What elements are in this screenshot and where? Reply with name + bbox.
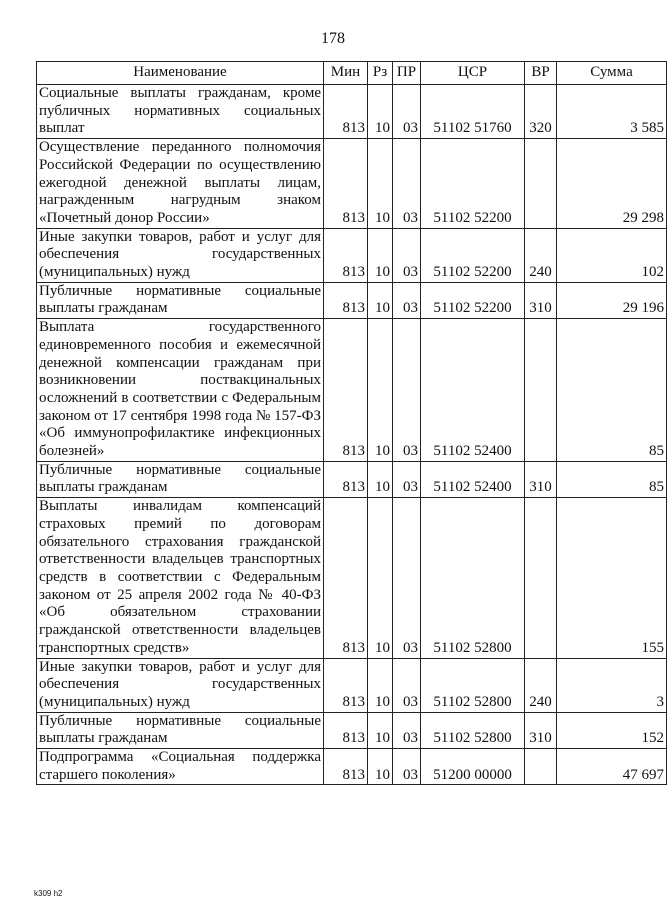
header-sum: Сумма	[557, 62, 667, 85]
row-csr: 51102 51760	[421, 85, 525, 139]
row-csr: 51102 52800	[421, 658, 525, 712]
header-pr: ПР	[393, 62, 421, 85]
row-vr	[525, 319, 557, 462]
row-csr: 51102 52200	[421, 139, 525, 229]
table-row	[37, 749, 667, 785]
row-sum: 29 196	[557, 282, 667, 318]
row-name: Выплата государственного единовременного пособия и ежемесячной денежной компенсации гражданам при возникновении поствакцинальных осложнений в соответствии с Федеральным законом от 17 сентября 1998 года № 157-ФЗ «Об иммунопрофилактике инфекционных болезней»	[37, 319, 324, 462]
row-sum: 85	[557, 319, 667, 462]
row-name: Осуществление переданного полномочия Российской Федерации по осуществлению ежегодной денежной выплаты лицам, награжденным нагрудным знаком «Почетный донор России»	[37, 139, 324, 229]
row-pr: 03	[393, 139, 421, 229]
row-name: Подпрограмма «Социальная поддержка старшего поколения»	[37, 749, 324, 785]
row-sum: 155	[557, 498, 667, 658]
row-rz: 10	[368, 85, 393, 139]
row-csr: 51102 52800	[421, 498, 525, 658]
row-rz: 10	[368, 712, 393, 748]
row-sum: 3	[557, 658, 667, 712]
row-min: 813	[324, 85, 368, 139]
table-row	[37, 461, 667, 497]
row-rz: 10	[368, 749, 393, 785]
row-name: Иные закупки товаров, работ и услуг для обеспечения государственных (муниципальных) нужд	[37, 658, 324, 712]
row-csr: 51102 52400	[421, 319, 525, 462]
row-vr	[525, 139, 557, 229]
row-csr: 51200 00000	[421, 749, 525, 785]
row-min: 813	[324, 498, 368, 658]
document-code: k309 h2	[34, 889, 63, 898]
table-row	[37, 658, 667, 712]
row-name: Социальные выплаты гражданам, кроме публичных нормативных социальных выплат	[37, 85, 324, 139]
row-csr: 51102 52800	[421, 712, 525, 748]
row-rz: 10	[368, 228, 393, 282]
row-rz: 10	[368, 319, 393, 462]
row-sum: 152	[557, 712, 667, 748]
row-vr: 240	[525, 658, 557, 712]
row-rz: 10	[368, 658, 393, 712]
row-pr: 03	[393, 712, 421, 748]
budget-table	[36, 61, 667, 785]
row-vr: 310	[525, 461, 557, 497]
row-name: Публичные нормативные социальные выплаты гражданам	[37, 461, 324, 497]
row-pr: 03	[393, 85, 421, 139]
row-name: Публичные нормативные социальные выплаты гражданам	[37, 712, 324, 748]
row-name: Публичные нормативные социальные выплаты гражданам	[37, 282, 324, 318]
row-pr: 03	[393, 658, 421, 712]
row-pr: 03	[393, 319, 421, 462]
row-min: 813	[324, 712, 368, 748]
row-csr: 51102 52400	[421, 461, 525, 497]
page-number: 178	[321, 30, 345, 47]
table-header	[37, 62, 667, 85]
row-pr: 03	[393, 228, 421, 282]
row-min: 813	[324, 658, 368, 712]
row-min: 813	[324, 139, 368, 229]
header-min: Мин	[324, 62, 368, 85]
row-rz: 10	[368, 461, 393, 497]
row-pr: 03	[393, 749, 421, 785]
row-vr: 310	[525, 282, 557, 318]
table-row	[37, 282, 667, 318]
row-sum: 29 298	[557, 139, 667, 229]
row-csr: 51102 52200	[421, 228, 525, 282]
row-name: Выплаты инвалидам компенсаций страховых премий по договорам обязательного страхования гражданской ответственности владельцев транспортных средств в соответствии с Федеральным законом от 25 апреля 2002 года № 40-ФЗ «Об обязательном страховании гражданской ответственности владельцев транспортных средств»	[37, 498, 324, 658]
row-sum: 85	[557, 461, 667, 497]
table-row	[37, 712, 667, 748]
header-name: Наименование	[37, 62, 324, 85]
row-rz: 10	[368, 139, 393, 229]
row-pr: 03	[393, 282, 421, 318]
row-vr	[525, 498, 557, 658]
header-rz: Рз	[368, 62, 393, 85]
row-min: 813	[324, 228, 368, 282]
row-min: 813	[324, 461, 368, 497]
row-min: 813	[324, 282, 368, 318]
row-pr: 03	[393, 498, 421, 658]
table-row	[37, 85, 667, 139]
row-vr: 240	[525, 228, 557, 282]
row-rz: 10	[368, 498, 393, 658]
table-row	[37, 319, 667, 462]
row-sum: 102	[557, 228, 667, 282]
row-vr	[525, 749, 557, 785]
row-min: 813	[324, 319, 368, 462]
row-min: 813	[324, 749, 368, 785]
table-row	[37, 228, 667, 282]
row-csr: 51102 52200	[421, 282, 525, 318]
row-sum: 3 585	[557, 85, 667, 139]
row-rz: 10	[368, 282, 393, 318]
table-row	[37, 498, 667, 658]
row-sum: 47 697	[557, 749, 667, 785]
header-csr: ЦСР	[421, 62, 525, 85]
row-name: Иные закупки товаров, работ и услуг для обеспечения государственных (муниципальных) нужд	[37, 228, 324, 282]
row-pr: 03	[393, 461, 421, 497]
header-vr: ВР	[525, 62, 557, 85]
table-row	[37, 139, 667, 229]
row-vr: 310	[525, 712, 557, 748]
row-vr: 320	[525, 85, 557, 139]
